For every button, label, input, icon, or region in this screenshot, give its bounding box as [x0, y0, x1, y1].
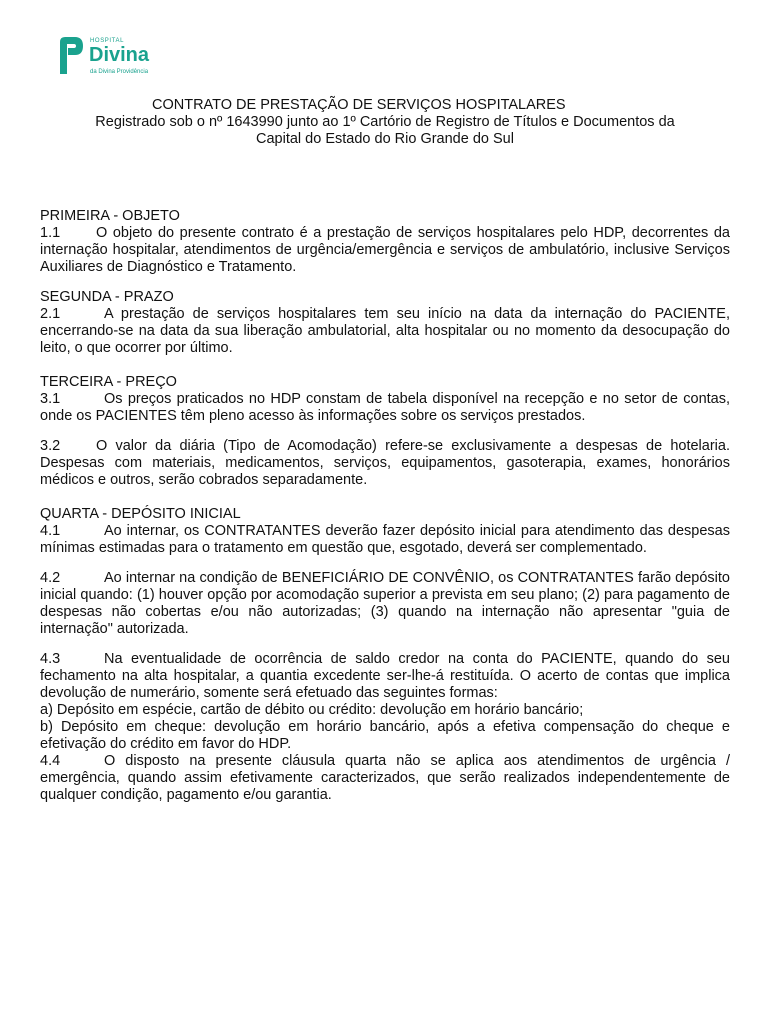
clause-text: Ao internar na condição de BENEFICIÁRIO DE CONVÊNIO, os CONTRATANTES farão depósito inicial quando: (1) houver opção por acomodação superior a prevista em seu plano; (2) para pagamento de despesas não cobertas e/ou não autorizadas; (3) quando na internação não apresentar "guia de internação" autorizada.	[40, 570, 730, 637]
section-heading: PRIMEIRA - OBJETO	[40, 208, 180, 224]
clause-paragraph	[40, 523, 730, 557]
clause-number: 3.1	[40, 391, 61, 407]
clause-text: O objeto do presente contrato é a prestação de serviços hospitalares pelo HDP, decorrentes da internação hospitalar, atendimentos de urgência/emergência e serviços de ambulatório, inclusive Serviços Auxiliares de Diagnóstico e Tratamento.	[40, 225, 730, 275]
clause-number: 1.1	[40, 225, 61, 241]
document-header	[40, 97, 730, 148]
clause-number: 4.4	[40, 753, 61, 769]
clause-text: Os preços praticados no HDP constam de tabela disponível na recepção e no setor de contas, onde os PACIENTES têm pleno acesso às informações sobre os serviços prestados.	[40, 391, 730, 424]
clause-paragraph	[40, 306, 730, 357]
registration-line: Registrado sob o nº 1643990 junto ao 1º Cartório de Registro de Títulos e Documentos da	[95, 114, 675, 130]
clause-text: A prestação de serviços hospitalares tem seu início na data da internação do PACIENTE, encerrando-se na data da sua liberação ambulatorial, alta hospitalar ou no momento da desocupação do leito, o que ocorrer por último.	[40, 306, 730, 356]
clause-paragraph	[40, 438, 730, 489]
clause-number: 4.2	[40, 570, 61, 586]
logo-small-text: HOSPITAL	[90, 38, 125, 44]
clause-paragraph	[40, 225, 730, 276]
list-item: a) Depósito em espécie, cartão de débito ou crédito: devolução em horário bancário;	[40, 702, 584, 718]
document-title: CONTRATO DE PRESTAÇÃO DE SERVIÇOS HOSPITALARES	[152, 97, 566, 113]
list-item: b) Depósito em cheque: devolução em horário bancário, após a efetiva compensação do cheque e efetivação do crédito em favor do HDP.	[40, 719, 730, 752]
contract-body	[40, 208, 730, 804]
logo-name: Divina	[89, 44, 150, 66]
clause-text: O disposto na presente cláusula quarta não se aplica aos atendimentos de urgência / emergência, quando assim efetivamente caracterizados, que serão realizados independentemente de qualquer condição, pagamento e/ou garantia.	[40, 753, 730, 803]
clause-paragraph	[40, 753, 730, 804]
clause-text: O valor da diária (Tipo de Acomodação) refere-se exclusivamente a despesas de hotelaria. Despesas com materiais, medicamentos, serviços, equipamentos, gasoterapia, exames, honorários médicos e outros, serão cobrados separadamente.	[40, 438, 730, 488]
clause-number: 4.3	[40, 651, 61, 667]
clause-number: 3.2	[40, 438, 61, 454]
section-heading: QUARTA - DEPÓSITO INICIAL	[40, 506, 241, 522]
clause-text: Na eventualidade de ocorrência de saldo credor na conta do PACIENTE, quando do seu fechamento na alta hospitalar, a quantia excedente ser-lhe-á restituída. O acerto de contas que implica devolução de numerário, somente será efetuado das seguintes formas:	[40, 651, 730, 701]
registration-line-2: Capital do Estado do Rio Grande do Sul	[256, 131, 514, 147]
clause-paragraph	[40, 391, 730, 425]
clause-number: 2.1	[40, 306, 61, 322]
clause-paragraph	[40, 651, 730, 702]
clause-number: 4.1	[40, 523, 61, 539]
clause-text: Ao internar, os CONTRATANTES deverão fazer depósito inicial para atendimento das despesas mínimas estimadas para o tratamento em questão que, esgotado, deverá ser complementado.	[40, 523, 730, 556]
clause-paragraph	[40, 570, 730, 638]
logo-subtitle: da Divina Providência	[90, 69, 149, 75]
section-heading: TERCEIRA - PREÇO	[40, 374, 177, 390]
hospital-logo	[54, 34, 164, 82]
logo-icon	[54, 34, 86, 78]
section-heading: SEGUNDA - PRAZO	[40, 289, 174, 305]
